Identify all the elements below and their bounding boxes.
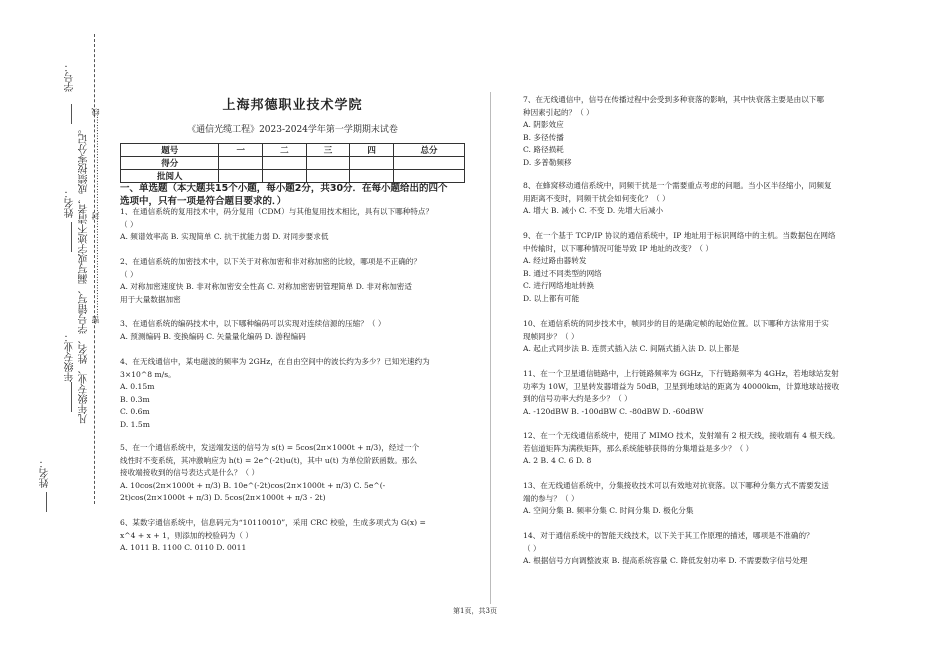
question-line: 现帧同步？（ ） xyxy=(523,331,579,341)
grader-cell[interactable] xyxy=(263,170,307,183)
question-line: A. 频谱效率高 B. 实现简单 C. 抗干扰能力弱 D. 对同步要求低 xyxy=(120,232,329,242)
student-id-blank xyxy=(71,104,72,124)
question-line: 10、在通信系统的同步技术中，帧同步的目的是确定帧的起始位置。以下哪种方法常用于实 xyxy=(523,319,829,328)
question-line: 8、在蜂窝移动通信系统中，同频干扰是一个需要重点考虑的问题。当小区半径缩小，同频复 xyxy=(523,181,832,190)
question-line: A. 阴影效应 xyxy=(523,120,564,130)
question-line: x^4 + x + 1，则添加的校验码为（ ） xyxy=(120,530,253,540)
question-line: 用距离不变时，同频干扰会如何变化？（ ） xyxy=(523,193,670,203)
question-14 xyxy=(523,530,868,568)
page-footer: 第1页，共3页 xyxy=(453,607,497,615)
question-line: 2t)cos(2π×1000t + π/3) D. 5cos(2π×1000t + π/3 - 2t) xyxy=(120,493,326,503)
grader-cell[interactable] xyxy=(350,170,394,183)
question-4 xyxy=(120,356,470,432)
question-line: 6、某数字通信系统中，信息码元为“10110010”，采用 CRC 校验，生成多项式为 G(x) = xyxy=(120,518,426,527)
score-header-cell: 题号 xyxy=(121,144,219,157)
grader-row xyxy=(121,170,465,183)
question-line: 若信道矩阵为满秩矩阵，那么系统能够获得的分集增益是多少？（ ） xyxy=(523,443,754,453)
question-line: 5、在一个通信系统中，发送端发送的信号为 s(t) = 5cos(2π×1000t + π/3)，经过一个 xyxy=(120,443,420,452)
question-line: 接收端接收到的信号表达式是什么？（ ） xyxy=(120,468,260,478)
question-line: 7、在无线通信中，信号在传播过程中会受到多种衰落的影响，其中快衰落主要是由以下哪 xyxy=(523,95,824,104)
score-cell[interactable] xyxy=(263,157,307,170)
grader-cell[interactable] xyxy=(393,170,464,183)
question-line: A. 1011 B. 1100 C. 0110 D. 0011 xyxy=(120,543,247,553)
question-9 xyxy=(523,230,868,306)
question-line: 11、在一个卫星通信链路中，上行链路频率为 6GHz，下行链路频率为 4GHz，若地球站发射 xyxy=(523,369,839,378)
question-line: 12、在一个无线通信系统中，使用了 MIMO 技术，发射端有 2 根天线，接收端有 4 根天线。 xyxy=(523,431,840,440)
question-line: C. 进行网络地址转换 xyxy=(523,281,595,291)
question-line: 13、在无线通信系统中，分集接收技术可以有效地对抗衰落。以下哪种分集方式不需要发送 xyxy=(523,481,829,490)
question-line: 4、在无线通信中，某电磁波的频率为 2GHz，在自由空间中的波长约为多少？已知光速约为 xyxy=(120,357,430,366)
question-line: 14、对于通信系统中的智能天线技术，以下关于其工作原理的描述，哪项是不准确的？ xyxy=(523,531,814,540)
question-line: （ ） xyxy=(523,543,541,553)
question-line: A. 根据信号方向调整波束 B. 提高系统容量 C. 降低发射功率 D. 不需要数字信号处理 xyxy=(523,556,808,566)
question-line: 9、在一个基于 TCP/IP 协议的通信系统中，IP 地址用于标识网络中的主机。当数据包在网络 xyxy=(523,231,836,240)
school-name: 上海邦德职业技术学院 xyxy=(222,98,363,113)
score-row xyxy=(121,157,465,170)
question-line: D. 多普勒频移 xyxy=(523,157,572,167)
school-blank xyxy=(46,492,47,512)
exam-notice: 凡年级专业、姓名、学号错写、漏写或字迹不清者，成绩按零分记。 xyxy=(79,124,90,424)
column-divider xyxy=(490,92,491,604)
grader-row-label: 批阅人 xyxy=(121,170,219,183)
question-line: 功率为 10W，卫星转发器增益为 50dB，卫星到地球站的距离为 40000km，计算地球站接收 xyxy=(523,381,840,391)
score-cell[interactable] xyxy=(219,157,263,170)
class-grade-label: 年级专业： xyxy=(65,332,76,382)
question-2 xyxy=(120,256,470,306)
question-line: B. 多径传播 xyxy=(523,132,564,142)
section-heading xyxy=(120,182,465,208)
question-line: 3×10^8 m/s。 xyxy=(120,369,176,379)
question-line: D. 以上都有可能 xyxy=(523,293,580,303)
grader-cell[interactable] xyxy=(219,170,263,183)
question-line: 线性时不变系统，其冲激响应为 h(t) = 2e^(-2t)u(t)，其中 u(t) 为单位阶跃函数。那么 xyxy=(120,455,418,465)
question-line: 端的参与？（ ） xyxy=(523,493,579,503)
question-line: （ ） xyxy=(120,269,138,279)
question-line: A. -120dBW B. -100dBW C. -80dBW D. -60dBW xyxy=(523,406,704,416)
question-line: A. 10cos(2π×1000t + π/3) B. 10e^(-2t)cos(2π×1000t + π/3) C. 5e^(- xyxy=(120,480,386,490)
score-table xyxy=(120,143,465,183)
score-cell[interactable] xyxy=(306,157,350,170)
section-heading-line: 选项中，只有一项是符合题目要求的．） xyxy=(120,196,287,207)
question-8 xyxy=(523,180,868,218)
question-line: A. 空间分集 B. 频率分集 C. 时间分集 D. 极化分集 xyxy=(523,506,694,516)
question-13 xyxy=(523,480,868,518)
question-line: B. 通过不同类型的网络 xyxy=(523,268,602,278)
question-line: 种因素引起的？（ ） xyxy=(523,107,594,117)
question-line: A. 预测编码 B. 变换编码 C. 矢量量化编码 D. 游程编码 xyxy=(120,331,306,341)
name-blank xyxy=(71,222,72,252)
question-line: 1、在通信系统的复用技术中，码分复用（CDM）与其他复用技术相比，具有以下哪种特点？ xyxy=(120,207,434,216)
score-cell[interactable] xyxy=(393,157,464,170)
seal-line-text: 密………………………………封………………………………线 xyxy=(91,108,100,324)
question-1 xyxy=(120,206,470,244)
question-line: A. 对称加密速度快 B. 非对称加密安全性高 C. 对称加密密钥管理简单 D. 非对称加密适 xyxy=(120,282,412,292)
question-line: B. 0.3m xyxy=(120,394,150,404)
question-line: （ ） xyxy=(120,219,138,229)
question-5 xyxy=(120,442,470,505)
score-header-cell: 一 xyxy=(219,144,263,157)
question-7 xyxy=(523,94,868,170)
section-heading-line: 一、单选题（本大题共15个小题，每小题2分，共30分．在每小题给出的四个 xyxy=(120,183,448,194)
score-header-cell: 四 xyxy=(350,144,394,157)
question-line: A. 经过路由器转发 xyxy=(523,256,587,266)
question-line: D. 1.5m xyxy=(120,419,150,429)
score-row-label: 得分 xyxy=(121,157,219,170)
question-line: 中传输时，以下哪种情况可能导致 IP 地址的改变？（ ） xyxy=(523,243,714,253)
question-line: A. 0.15m xyxy=(120,382,155,392)
grader-cell[interactable] xyxy=(306,170,350,183)
question-line: A. 增大 B. 减小 C. 不变 D. 先增大后减小 xyxy=(523,206,664,216)
score-header-cell: 总分 xyxy=(393,144,464,157)
name-label: 姓名： xyxy=(65,188,76,218)
question-6 xyxy=(120,517,470,555)
score-table-header xyxy=(121,144,465,157)
question-line: 3、在通信系统的编码技术中，以下哪种编码可以实现对连续信源的压缩？（ ） xyxy=(120,319,386,328)
score-header-cell: 三 xyxy=(306,144,350,157)
question-line: 到的信号功率大约是多少？（ ） xyxy=(523,394,632,404)
question-11 xyxy=(523,368,868,418)
score-header-cell: 二 xyxy=(263,144,307,157)
score-cell[interactable] xyxy=(350,157,394,170)
school-label: 姓名： xyxy=(40,458,51,488)
question-3 xyxy=(120,318,470,343)
question-10 xyxy=(523,318,868,356)
exam-title: 《通信光缆工程》2023-2024学年第一学期期末试卷 xyxy=(187,125,398,135)
question-12 xyxy=(523,430,868,468)
question-line: 2、在通信系统的加密技术中，以下关于对称加密和非对称加密的比较，哪项是不正确的？ xyxy=(120,257,421,266)
question-line: A. 起止式同步法 B. 连贯式插入法 C. 间隔式插入法 D. 以上都是 xyxy=(523,344,740,354)
question-line: A. 2 B. 4 C. 6 D. 8 xyxy=(523,456,592,466)
question-line: 用于大量数据加密 xyxy=(120,294,181,304)
student-id-label: 学号： xyxy=(65,62,76,92)
question-line: C. 0.6m xyxy=(120,407,150,417)
class-grade-blank xyxy=(71,382,72,412)
question-line: C. 路径损耗 xyxy=(523,145,564,155)
